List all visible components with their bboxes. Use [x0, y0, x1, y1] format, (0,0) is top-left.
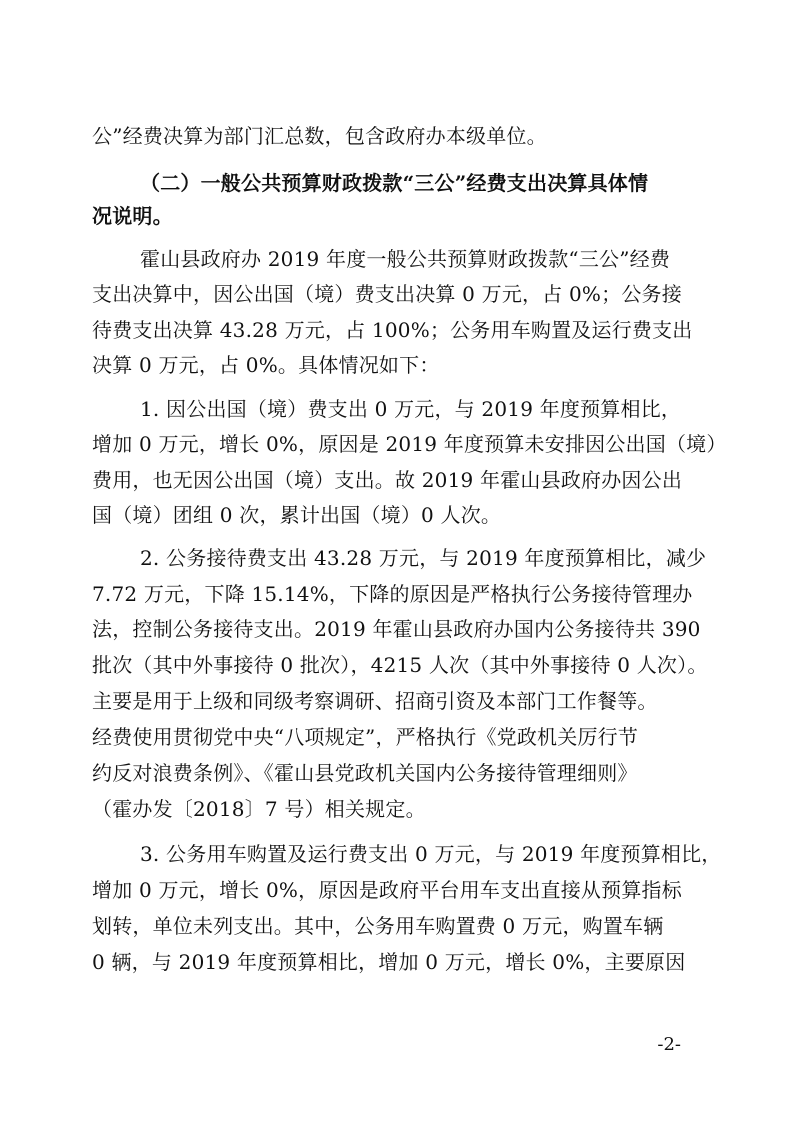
body-text-line: 支出决算中，因公出国（境）费支出决算 0 万元，占 0%；公务接	[92, 282, 682, 306]
body-text-line: 增加 0 万元，增长 0%，原因是政府平台用车支出直接从预算指标	[92, 878, 682, 902]
body-text-line: 2. 公务接待费支出 43.28 万元，与 2019 年度预算相比，减少	[140, 546, 707, 570]
body-text-line: 0 辆，与 2019 年度预算相比，增加 0 万元，增长 0%，主要原因	[92, 950, 686, 974]
body-text-line: 公”经费决算为部门汇总数，包含政府办本级单位。	[92, 124, 547, 148]
body-text-line: 1. 因公出国（境）费支出 0 万元，与 2019 年度预算相比，	[140, 397, 682, 421]
body-text-line: 费用，也无因公出国（境）支出。故 2019 年霍山县政府办因公出	[92, 468, 683, 492]
body-text-line: 划转，单位未列支出。其中，公务用车购置费 0 万元，购置车辆	[92, 914, 664, 938]
body-text-line: 3. 公务用车购置及运行费支出 0 万元，与 2019 年度预算相比，	[140, 842, 722, 866]
body-text-line: （霍办发〔2018〕7 号）相关规定。	[92, 797, 426, 821]
body-text-line: 待费支出决算 43.28 万元，占 100%；公务用车购置及运行费支出	[92, 318, 693, 342]
section-heading-line: （二）一般公共预算财政拨款“三公”经费支出决算具体情	[140, 171, 649, 195]
body-text-line: 法，控制公务接待支出。2019 年霍山县政府办国内公务接待共 390	[92, 617, 701, 641]
body-text-line: 7.72 万元，下降 15.14%，下降的原因是严格执行公务接待管理办	[92, 582, 693, 606]
body-text-line: 国（境）团组 0 次，累计出国（境）0 人次。	[92, 503, 502, 527]
body-text-line: 霍山县政府办 2019 年度一般公共预算财政拨款“三公”经费	[140, 247, 671, 271]
body-text-line: 决算 0 万元，占 0%。具体情况如下：	[92, 353, 440, 377]
body-text-line: 经费使用贯彻党中央“八项规定”，严格执行《党政机关厉行节	[92, 725, 639, 749]
body-text-line: 约反对浪费条例》、《霍山县党政机关国内公务接待管理细则》	[92, 761, 638, 785]
body-text-line: 主要是用于上级和同级考察调研、招商引资及本部门工作餐等。	[92, 689, 658, 713]
body-text-line: 批次（其中外事接待 0 批次），4215 人次（其中外事接待 0 人次）。	[92, 653, 708, 677]
body-text-line: 增加 0 万元，增长 0%，原因是 2019 年度预算未安排因公出国（境）	[92, 432, 727, 456]
page-number: -2-	[657, 1034, 681, 1055]
section-heading-line: 况说明。	[92, 204, 173, 228]
